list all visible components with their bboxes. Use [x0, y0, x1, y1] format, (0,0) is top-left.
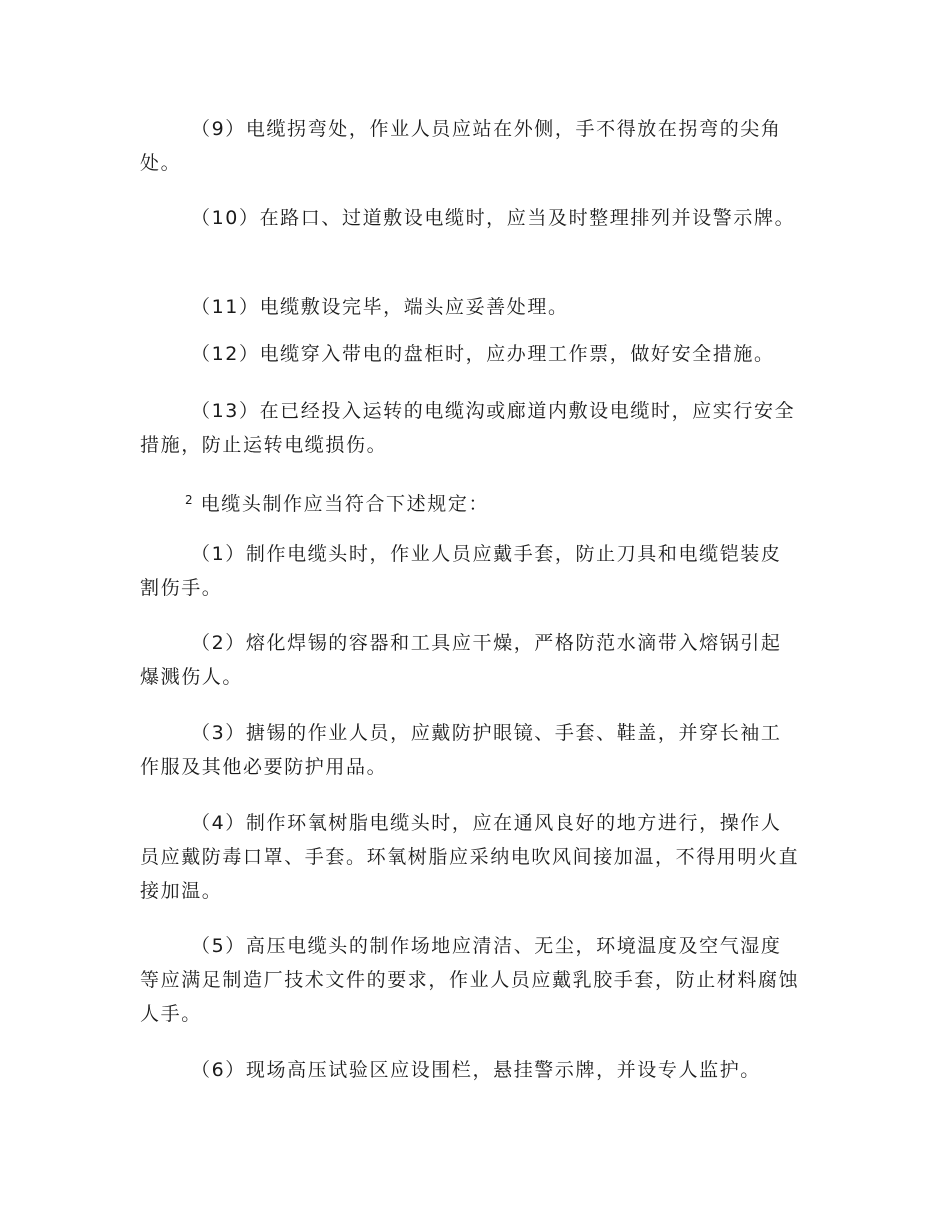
section-number: 2 [185, 493, 193, 507]
section-heading [140, 483, 800, 521]
paragraph-item-11: （11）电缆敷设完毕，端头应妥善处理。 [191, 296, 569, 318]
paragraph-item-12: （12）电缆穿入带电的盘柜时，应办理工作票，做好安全措施。 [191, 343, 775, 365]
paragraph-item-1: （1）制作电缆头时，作业人员应戴手套，防止刀具和电缆铠装皮割伤手。 [140, 543, 782, 599]
paragraph-item-13: （13）在已经投入运转的电缆沟或廊道内敷设电缆时，应实行安全措施，防止运转电缆损伤。 [140, 400, 796, 456]
paragraph-item-5: （5）高压电缆头的制作场地应清洁、无尘，环境温度及空气湿度等应满足制造厂技术文件的要求，作业人员应戴乳胶手套，防止材料腐蚀人手。 [140, 935, 800, 1025]
paragraph-item-2: （2）熔化焊锡的容器和工具应干燥，严格防范水滴带入熔锅引起爆溅伤人。 [140, 632, 782, 688]
paragraph-item-10: （10）在路口、过道敷设电缆时，应当及时整理排列并设警示牌。 [191, 207, 796, 229]
paragraph-item-9: （9）电缆拐弯处，作业人员应站在外侧，手不得放在拐弯的尖角处。 [140, 118, 782, 174]
paragraph-item-4: （4）制作环氧树脂电缆头时，应在通风良好的地方进行，操作人员应戴防毒口罩、手套。环氧树脂应采纳电吹风间接加温，不得用明火直接加温。 [140, 812, 800, 902]
section-heading-text: 电缆头制作应当符合下述规定： [200, 493, 490, 515]
paragraph-item-6: （6）现场高压试验区应设围栏，悬挂警示牌，并设专人监护。 [191, 1059, 761, 1081]
paragraph-item-3: （3）搪锡的作业人员，应戴防护眼镜、手套、鞋盖，并穿长袖工作服及其他必要防护用品。 [140, 722, 782, 778]
